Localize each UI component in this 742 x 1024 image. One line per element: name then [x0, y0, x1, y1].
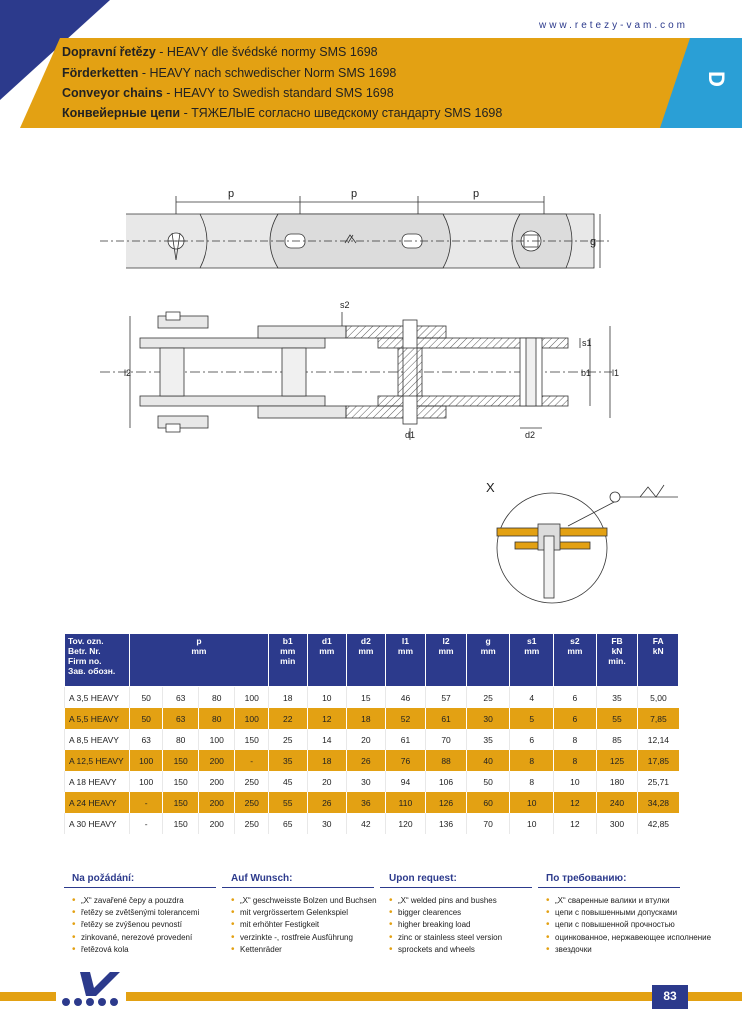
table-cell-type: A 3,5 HEAVY	[65, 687, 130, 709]
request-divider-de	[222, 887, 374, 888]
table-cell: 100	[198, 729, 235, 750]
table-cell: 30	[466, 708, 510, 729]
table-cell: 110	[385, 792, 426, 813]
table-cell: 180	[596, 771, 638, 792]
table-header-row	[65, 634, 679, 687]
table-cell: 8	[554, 729, 597, 750]
l2-label: l2	[124, 368, 132, 378]
header-type: Tov. ozn. Betr. Nr. Firm no. Зав. обозн.	[65, 634, 130, 687]
table-cell: 18	[347, 708, 386, 729]
request-divider-en	[380, 887, 532, 888]
s1-label: s1	[582, 338, 592, 348]
list-item: • mit erhöhter Festigkeit	[231, 919, 377, 931]
table-cell: 126	[426, 792, 467, 813]
pitch-label-3: p	[473, 188, 480, 200]
table-cell: 35	[268, 750, 307, 771]
table-cell: 63	[129, 729, 162, 750]
table-cell: 85	[596, 729, 638, 750]
table-cell: 200	[198, 771, 235, 792]
table-cell: 300	[596, 813, 638, 834]
list-item: • звездочки	[546, 944, 711, 956]
request-divider-ru	[538, 887, 680, 888]
table-cell: 35	[596, 687, 638, 709]
list-item: • verzinkte -, rostfreie Ausführung	[231, 932, 377, 944]
table-cell: 42,85	[638, 813, 679, 834]
table-cell: 250	[235, 813, 268, 834]
header-s1: s1 mm	[510, 634, 554, 687]
table-cell: 30	[307, 813, 347, 834]
list-item: • řetězy se zvýšenou pevností	[72, 919, 199, 931]
table-cell: 61	[426, 708, 467, 729]
table-cell: 6	[554, 687, 597, 709]
request-list-en	[389, 895, 502, 956]
table-cell: 18	[268, 687, 307, 709]
table-cell: 125	[596, 750, 638, 771]
table-cell: 45	[268, 771, 307, 792]
chain-section-view	[100, 312, 612, 440]
title-line-de: Förderketten - HEAVY nach schwedischer Norm SMS 1698	[62, 66, 397, 80]
request-list-cz	[72, 895, 199, 956]
table-cell: 50	[129, 687, 162, 709]
list-item: • цепи с повышенной прочностью	[546, 919, 711, 931]
table-cell: 136	[426, 813, 467, 834]
table-cell: 106	[426, 771, 467, 792]
title-line-cz: Dopravní řetězy - HEAVY dle švédské normy SMS 1698	[62, 45, 378, 59]
header-b1: b1 mm min	[268, 634, 307, 687]
table-cell: 100	[129, 771, 162, 792]
table-cell: 63	[163, 687, 199, 709]
table-row	[65, 687, 679, 709]
table-cell: 94	[385, 771, 426, 792]
table-cell: 200	[198, 750, 235, 771]
table-cell: 10	[307, 687, 347, 709]
table-cell: 61	[385, 729, 426, 750]
table-cell: 25,71	[638, 771, 679, 792]
table-cell-type: A 24 HEAVY	[65, 792, 130, 813]
table-cell: 12,14	[638, 729, 679, 750]
table-cell: 250	[235, 792, 268, 813]
table-cell: 20	[347, 729, 386, 750]
table-cell-type: A 30 HEAVY	[65, 813, 130, 834]
table-cell: 15	[347, 687, 386, 709]
table-cell: 76	[385, 750, 426, 771]
d2-label: d2	[525, 430, 536, 440]
table-cell: 10	[554, 771, 597, 792]
chain-side-view	[100, 196, 610, 268]
table-cell: -	[235, 750, 268, 771]
table-row	[65, 771, 679, 792]
company-logo	[56, 968, 126, 1012]
request-title-en: Upon request:	[389, 873, 457, 884]
header-fa: FA kN	[638, 634, 679, 687]
table-cell: 12	[554, 813, 597, 834]
table-cell: 88	[426, 750, 467, 771]
d1-label: d1	[405, 430, 416, 440]
table-cell: 17,85	[638, 750, 679, 771]
table-body	[65, 687, 679, 835]
table-cell: 25	[466, 687, 510, 709]
list-item: • zinc or stainless steel version	[389, 932, 502, 944]
header-g: g mm	[466, 634, 510, 687]
table-cell: 150	[163, 771, 199, 792]
title-line-ru: Конвейерные цепи - ТЯЖЕЛЫЕ согласно шведскому стандарту SMS 1698	[62, 106, 503, 120]
table-cell: 55	[596, 708, 638, 729]
header-s2: s2 mm	[554, 634, 597, 687]
table-cell: 50	[129, 708, 162, 729]
table-cell: 100	[129, 750, 162, 771]
table-cell: 35	[466, 729, 510, 750]
list-item: • bigger clearences	[389, 907, 502, 919]
table-row	[65, 792, 679, 813]
table-cell: 8	[554, 750, 597, 771]
s2-label: s2	[340, 300, 350, 310]
table-cell: 6	[510, 729, 554, 750]
request-title-cz: Na požádání:	[72, 873, 135, 884]
list-item: • „X“ welded pins and bushes	[389, 895, 502, 907]
list-item: • „X“ сваренные валики и втулки	[546, 895, 711, 907]
table-cell: 26	[347, 750, 386, 771]
table-cell: 5	[510, 708, 554, 729]
table-cell: 6	[554, 708, 597, 729]
list-item: • zinkované, nerezové provedení	[72, 932, 199, 944]
g-dimension-label: g	[590, 236, 597, 248]
table-cell: 25	[268, 729, 307, 750]
table-cell: -	[129, 813, 162, 834]
table-cell: 70	[426, 729, 467, 750]
table-row	[65, 813, 679, 834]
table-row	[65, 750, 679, 771]
table-cell: 22	[268, 708, 307, 729]
table-cell: 60	[466, 792, 510, 813]
title-line-en: Conveyor chains - HEAVY to Swedish standard SMS 1698	[62, 86, 394, 100]
header-d1: d1 mm	[307, 634, 347, 687]
table-cell: 50	[466, 771, 510, 792]
table-cell: 5,00	[638, 687, 679, 709]
pitch-label-2: p	[351, 188, 358, 200]
header-l1: l1 mm	[385, 634, 426, 687]
request-divider-cz	[64, 887, 216, 888]
table-cell: 120	[385, 813, 426, 834]
table-cell: 240	[596, 792, 638, 813]
table-cell: 26	[307, 792, 347, 813]
list-item: • mit vergrössertem Gelenkspiel	[231, 907, 377, 919]
list-item: • „X“ zavařené čepy a pouzdra	[72, 895, 199, 907]
list-item: • řetězy se zvětšenými tolerancemi	[72, 907, 199, 919]
table-cell: 80	[163, 729, 199, 750]
section-letter: D	[704, 71, 729, 87]
table-cell: 42	[347, 813, 386, 834]
table-cell: 200	[198, 792, 235, 813]
table-cell: 7,85	[638, 708, 679, 729]
request-title-ru: По требованию:	[546, 873, 627, 884]
table-cell: 8	[510, 771, 554, 792]
request-title-de: Auf Wunsch:	[231, 873, 293, 884]
header-l2: l2 mm	[426, 634, 467, 687]
table-cell: 80	[198, 708, 235, 729]
table-cell-type: A 5,5 HEAVY	[65, 708, 130, 729]
table-cell: 57	[426, 687, 467, 709]
l1-label: l1	[612, 368, 620, 378]
b1-label: b1	[581, 368, 592, 378]
request-list-de	[231, 895, 377, 956]
specification-table	[64, 633, 679, 834]
detail-x-view	[497, 485, 678, 603]
table-cell: 250	[235, 771, 268, 792]
detail-x-label: X	[486, 480, 495, 495]
table-cell: 65	[268, 813, 307, 834]
header-pitch: p mm	[129, 634, 268, 687]
table-cell: 18	[307, 750, 347, 771]
table-cell: 12	[307, 708, 347, 729]
list-item: • sprockets and wheels	[389, 944, 502, 956]
table-cell: 8	[510, 750, 554, 771]
list-item: • Kettenräder	[231, 944, 377, 956]
table-cell: 4	[510, 687, 554, 709]
table-cell: 30	[347, 771, 386, 792]
table-cell: 150	[163, 792, 199, 813]
chain-technical-drawing	[0, 140, 742, 620]
table-cell: 100	[235, 687, 268, 709]
table-cell: -	[129, 792, 162, 813]
header-fb: FB kN min.	[596, 634, 638, 687]
table-cell: 150	[163, 750, 199, 771]
table-cell: 100	[235, 708, 268, 729]
table-cell: 46	[385, 687, 426, 709]
table-cell-type: A 8,5 HEAVY	[65, 729, 130, 750]
table-cell: 55	[268, 792, 307, 813]
table-cell: 150	[163, 813, 199, 834]
website-url[interactable]: www.retezy-vam.com	[538, 20, 688, 31]
table-row	[65, 729, 679, 750]
list-item: • „X“ geschweisste Bolzen und Buchsen	[231, 895, 377, 907]
table-cell: 36	[347, 792, 386, 813]
table-cell: 80	[198, 687, 235, 709]
table-cell: 12	[554, 792, 597, 813]
table-cell: 14	[307, 729, 347, 750]
table-cell: 40	[466, 750, 510, 771]
table-cell-type: A 18 HEAVY	[65, 771, 130, 792]
table-cell: 10	[510, 792, 554, 813]
table-row	[65, 708, 679, 729]
list-item: • řetězová kola	[72, 944, 199, 956]
table-cell: 10	[510, 813, 554, 834]
header-d2: d2 mm	[347, 634, 386, 687]
table-cell-type: A 12,5 HEAVY	[65, 750, 130, 771]
list-item: • цепи с повышенными допусками	[546, 907, 711, 919]
table-cell: 150	[235, 729, 268, 750]
page-number: 83	[663, 989, 677, 1003]
table-cell: 200	[198, 813, 235, 834]
list-item: • оцинкованное, нержавеющее исполнение	[546, 932, 711, 944]
pitch-label-1: p	[228, 188, 235, 200]
list-item: • higher breaking load	[389, 919, 502, 931]
table-cell: 20	[307, 771, 347, 792]
table-cell: 70	[466, 813, 510, 834]
table-cell: 52	[385, 708, 426, 729]
table-cell: 63	[163, 708, 199, 729]
request-list-ru	[546, 895, 711, 956]
table-cell: 34,28	[638, 792, 679, 813]
